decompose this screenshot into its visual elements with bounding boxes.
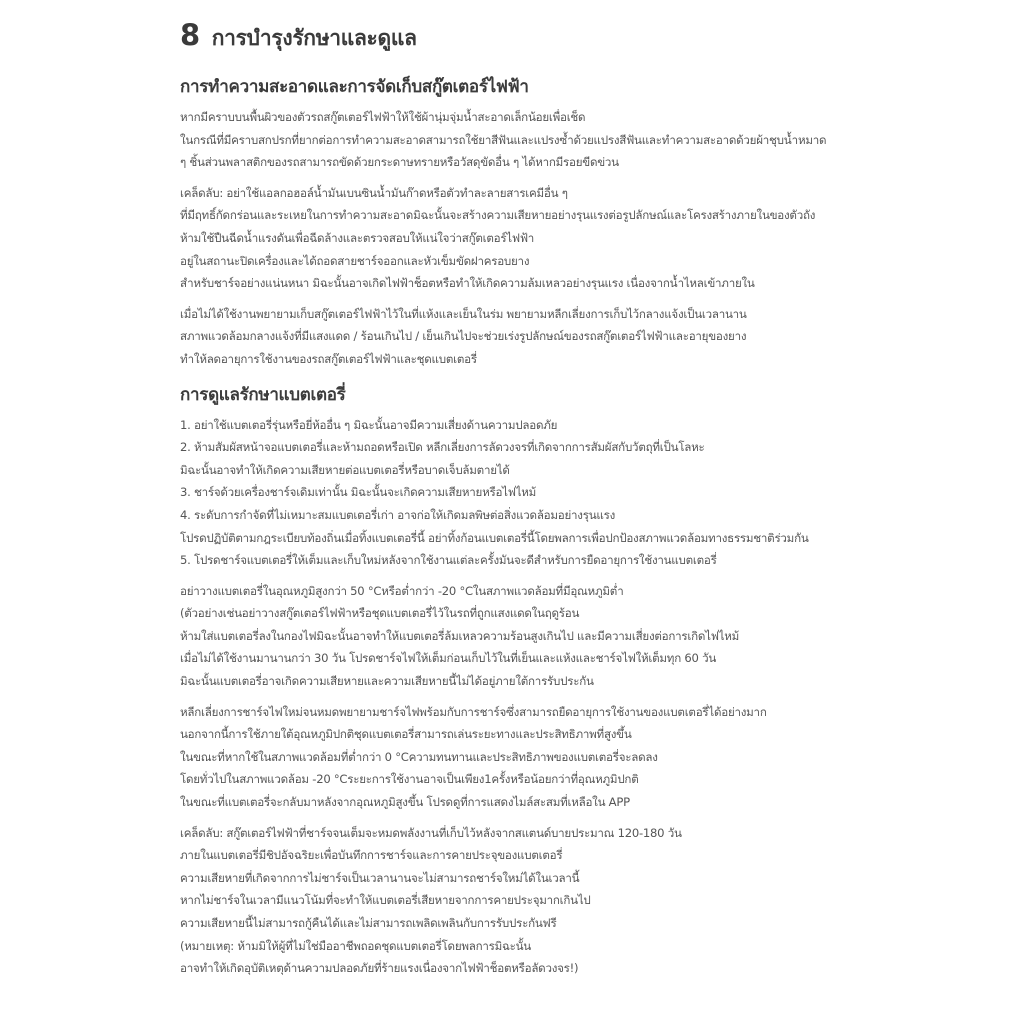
text-line: มิฉะนั้นอาจทำให้เกิดความเสียหายต่อแบตเตอรี่หรือบาดเจ็บล้มตายได้	[180, 462, 510, 477]
chapter-title: การบำรุงรักษาและดูแล	[211, 26, 417, 50]
text-line: เคล็ดลับ: สกู๊ตเตอร์ไฟฟ้าที่ชาร์จจนเต็มจะหมดพลังงานที่เก็บไว้หลังจากสแตนด์บายประมาณ 120-180 วัน	[180, 825, 682, 840]
text-line: 5. โปรดชาร์จแบตเตอรี่ให้เต็มและเก็บใหม่หลังจากใช้งานแต่ละครั้งมันจะดีสำหรับการยืดอายุการใช้งานแบตเตอรี่	[180, 553, 717, 568]
text-line: หลีกเลี่ยงการชาร์จไฟใหม่จนหมดพยายามชาร์จไฟพร้อมกับการชาร์จซึ่งสามารถยืดอายุการใช้งานของแบตเตอรี่ได้อย่างมาก	[180, 704, 767, 719]
text-line: ที่มีฤทธิ์กัดกร่อนและระเหยในการทำความสะอาดมิฉะนั้นจะสร้างความเสียหายอย่างรุนแรงต่อรูปลักษณ์และโครงสร้างภายในของตัวถัง	[180, 208, 816, 223]
paragraph	[180, 106, 880, 174]
text-line: หากมีคราบบนพื้นผิวของตัวรถสกู๊ตเตอร์ไฟฟ้าให้ใช้ผ้านุ่มจุ่มน้ำสะอาดเล็กน้อยเพื่อเช็ด	[180, 110, 586, 124]
text-line: เมื่อไม่ได้ใช้งานมานานกว่า 30 วัน โปรดชาร์จไฟให้เต็มก่อนเก็บไว้ในที่เย็นและแห้งและชาร์จไฟให้เต็มทุก 60 วัน	[180, 651, 717, 666]
section-title: การดูแลรักษาแบตเตอรี่	[180, 384, 346, 405]
paragraph	[180, 182, 880, 295]
paragraph	[180, 303, 880, 371]
text-line: ในกรณีที่มีคราบสกปรกที่ยากต่อการทำความสะอาดสามารถใช้ยาสีฟันและแปรงซ้ำด้วยแปรงสีฟันและทำความสะอาดด้วยผ้าชุบน้ำหมาด	[180, 132, 827, 147]
text-line: ห้ามใช้ปืนฉีดน้ำแรงดันเพื่อฉีดล้างและตรวจสอบให้แน่ใจว่าสกู๊ตเตอร์ไฟฟ้า	[180, 230, 535, 245]
text-line: เคล็ดลับ: อย่าใช้แอลกอฮอล์น้ำมันเบนซินน้ำมันก๊าดหรือตัวทำละลายสารเคมีอื่น ๆ	[180, 185, 568, 200]
paragraph	[180, 701, 880, 814]
text-line: (หมายเหตุ: ห้ามมิให้ผู้ที่ไม่ใช่มืออาชีพถอดชุดแบตเตอรี่โดยพลการมิฉะนั้น	[180, 938, 531, 953]
text-line: ๆ ชิ้นส่วนพลาสติกของรถสามารถขัดด้วยกระดาษทรายหรือวัสดุขัดอื่น ๆ ได้หากมีรอยขีดข่วน	[180, 155, 619, 170]
text-line: 4. ระดับการกำจัดที่ไม่เหมาะสมแบตเตอรี่เก่า อาจก่อให้เกิดมลพิษต่อสิ่งแวดล้อมอย่างรุนแรง	[180, 507, 615, 522]
text-line: โดยทั่วไปในสภาพแวดล้อม -20 °Cระยะการใช้งานอาจเป็นเพียง1ครั้งหรือน้อยกว่าที่อุณหภูมิปกติ	[180, 772, 639, 787]
text-line: ความเสียหายนี้ไม่สามารถกู้คืนได้และไม่สามารถเพลิดเพลินกับการรับประกันฟรี	[180, 916, 557, 930]
text-line: เมื่อไม่ได้ใช้งานพยายามเก็บสกู๊ตเตอร์ไฟฟ้าไว้ในที่แห้งและเย็นในร่ม พยายามหลีกเลี่ยงการเก็บไว้กลางแจ้งเป็นเวลานาน	[180, 306, 747, 321]
manual-page	[180, 18, 880, 988]
text-line: 1. อย่าใช้แบตเตอรี่รุ่นหรือยี่ห้ออื่น ๆ มิฉะนั้นอาจมีความเสี่ยงด้านความปลอดภัย	[180, 417, 558, 432]
chapter-heading	[180, 18, 880, 55]
text-line: ห้ามใส่แบตเตอรี่ลงในกองไฟมิฉะนั้นอาจทำให้แบตเตอรี่ล้มเหลวความร้อนสูงเกินไป และมีความเสี่ยงต่อการเกิดไฟไหม้	[180, 628, 740, 643]
text-line: อาจทำให้เกิดอุบัติเหตุด้านความปลอดภัยที่ร้ายแรงเนื่องจากไฟฟ้าช็อตหรือลัดวงจร!)	[180, 961, 579, 976]
paragraph	[180, 414, 880, 572]
text-line: มิฉะนั้นแบตเตอรี่อาจเกิดความเสียหายและความเสียหายนี้ไม่ได้อยู่ภายใต้การรับประกัน	[180, 674, 594, 689]
text-line: ภายในแบตเตอรี่มีชิปอัจฉริยะเพื่อบันทึกการชาร์จและการคายประจุของแบตเตอรี่	[180, 848, 563, 863]
text-line: สำหรับชาร์จอย่างแน่นหนา มิฉะนั้นอาจเกิดไฟฟ้าช็อตหรือทำให้เกิดความล้มเหลวอย่างรุนแรง เนื่องจากน้ำไหลเข้าภายใน	[180, 276, 755, 291]
text-line: หากไม่ชาร์จในเวลามีแนวโน้มที่จะทำให้แบตเตอรี่เสียหายจากการคายประจุมากเกินไป	[180, 893, 591, 908]
section-title: การทำความสะอาดและการจัดเก็บสกู๊ตเตอร์ไฟฟ้า	[180, 77, 529, 97]
text-line: โปรดปฏิบัติตามกฎระเบียบท้องถิ่นเมื่อทิ้งแบตเตอรี่นี้ อย่าทิ้งก้อนแบตเตอรี่นี้โดยพลการเพื่อปกป้องสภาพแวดล้อมทางธรรมชาติร่วมกัน	[180, 530, 809, 545]
paragraph	[180, 822, 880, 980]
text-line: ความเสียหายที่เกิดจากการไม่ชาร์จเป็นเวลานานจะไม่สามารถชาร์จใหม่ได้ในเวลานี้	[180, 870, 580, 885]
text-line: ทำให้ลดอายุการใช้งานของรถสกู๊ตเตอร์ไฟฟ้าและชุดแบตเตอรี่	[180, 351, 477, 366]
text-line: ในขณะที่แบตเตอรี่จะกลับมาหลังจากอุณหภูมิสูงขึ้น โปรดดูที่การแสดงไมล์สะสมที่เหลือใน APP	[180, 795, 630, 810]
text-line: อยู่ในสถานะปิดเครื่องและได้ถอดสายชาร์จออกและหัวเข็มขัดฝาครอบยาง	[180, 253, 530, 268]
text-line: ในขณะที่หากใช้ในสภาพแวดล้อมที่ต่ำกว่า 0 °Cความทนทานและประสิทธิภาพของแบตเตอรี่จะลดลง	[180, 749, 658, 764]
text-line: (ตัวอย่างเช่นอย่าวางสกู๊ตเตอร์ไฟฟ้าหรือชุดแบตเตอรี่ไว้ในรถที่ถูกแสงแดดในฤดูร้อน	[180, 606, 580, 621]
sections-container	[180, 73, 880, 980]
text-line: อย่าวางแบตเตอรี่ในอุณหภูมิสูงกว่า 50 °Cหรือต่ำกว่า -20 °Cในสภาพแวดล้อมที่มีอุณหภูมิต่ำ	[180, 583, 624, 598]
chapter-number: 8	[180, 18, 200, 52]
text-line: สภาพแวดล้อมกลางแจ้งที่มีแสงแดด / ร้อนเกินไป / เย็นเกินไปจะช่วยเร่งรูปลักษณ์ของรถสกู๊ตเตอร์ไฟฟ้าและอายุของยาง	[180, 329, 747, 344]
paragraph	[180, 580, 880, 693]
text-line: 2. ห้ามสัมผัสหน้าจอแบตเตอรี่และห้ามถอดหรือเปิด หลีกเลี่ยงการลัดวงจรที่เกิดจากการสัมผัสกับวัตถุที่เป็นโลหะ	[180, 440, 705, 455]
text-line: นอกจากนี้การใช้ภายใต้อุณหภูมิปกติชุดแบตเตอรี่สามารถเล่นระยะทางและประสิทธิภาพที่สูงขึ้น	[180, 727, 632, 742]
text-line: 3. ชาร์จด้วยเครื่องชาร์จเดิมเท่านั้น มิฉะนั้นจะเกิดความเสียหายหรือไฟไหม้	[180, 485, 537, 500]
